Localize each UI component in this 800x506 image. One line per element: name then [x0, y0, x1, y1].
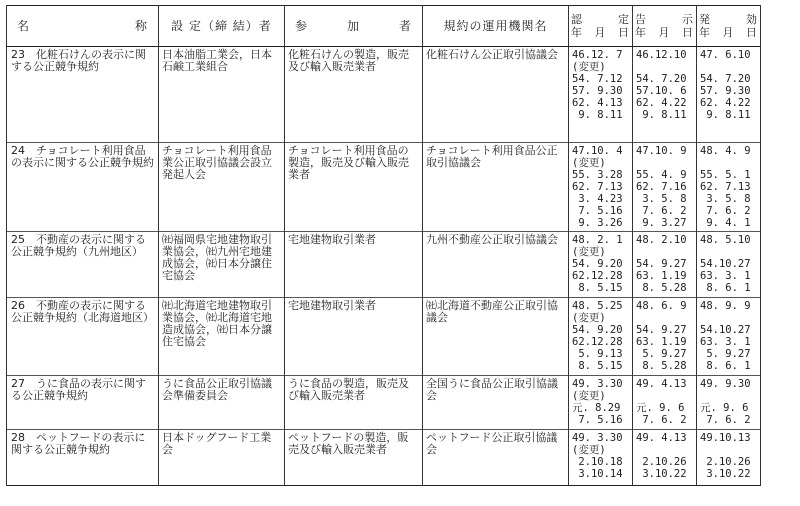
notice-date-cell [633, 143, 697, 232]
approval-date: 46.12. 7 [572, 49, 623, 61]
approval-date-cell [569, 376, 633, 430]
notice-date: 63. 1.19 [636, 336, 687, 348]
notice-date: 48. 6. 9 [636, 300, 687, 312]
notice-date-cell [633, 430, 697, 486]
effective-date-cell [697, 232, 761, 298]
effective-date: 48. 9. 9 [700, 300, 751, 312]
effective-date: 8. 6. 1 [700, 360, 751, 372]
table-row [7, 143, 761, 232]
notice-date-cell [633, 376, 697, 430]
effective-date: 3.10.22 [700, 468, 751, 480]
notice-date: 49. 4.13 [636, 378, 687, 390]
approval-date: (変更) [572, 312, 606, 324]
effective-date: 9. 8.11 [700, 109, 751, 121]
effective-date: 48. 4. 9 [700, 145, 751, 157]
approval-date: 8. 5.15 [572, 360, 623, 372]
notice-date [636, 61, 693, 73]
effective-date: 49.10.13 [700, 432, 751, 444]
effective-date: 9. 4. 1 [700, 217, 751, 229]
participants-cell: うに食品の製造，販売及び輸入販売業者 [285, 376, 423, 430]
approval-date: 54. 7.12 [572, 73, 623, 85]
approval-date: 7. 5.16 [572, 414, 623, 426]
table-header-row [7, 6, 761, 47]
notice-date-cell [633, 232, 697, 298]
notice-date: 7. 6. 2 [636, 205, 687, 217]
effective-date: 元. 9. 6 [700, 402, 749, 414]
notice-date: 62. 7.16 [636, 181, 687, 193]
notice-date [636, 390, 693, 402]
effective-date: 2.10.26 [700, 456, 751, 468]
established-by-cell: ㈳福岡県宅地建物取引業協会，㈳九州宅地建成協会，㈳日本分譲住宅協会 [159, 232, 285, 298]
regulation-table-page [6, 5, 761, 486]
notice-date: 57.10. 6 [636, 85, 687, 97]
approval-date: 62.12.28 [572, 336, 623, 348]
table-row [7, 298, 761, 376]
approval-date: 3.10.14 [572, 468, 623, 480]
approval-date: 47.10. 4 [572, 145, 623, 157]
notice-date: 9. 3.27 [636, 217, 687, 229]
approval-date: 54. 9.20 [572, 258, 623, 270]
notice-date [636, 444, 693, 456]
approval-date: 48. 2. 1 [572, 234, 623, 246]
effective-date: 54.10.27 [700, 324, 751, 336]
header-name: 名 称 [7, 6, 159, 47]
notice-date: 8. 5.28 [636, 282, 687, 294]
established-by-cell: うに食品公正取引協議会準備委員会 [159, 376, 285, 430]
approval-date: (変更) [572, 61, 606, 73]
approval-date-cell [569, 430, 633, 486]
effective-date: 48. 5.10 [700, 234, 751, 246]
header-approval-bottom: 年 月 日 [571, 26, 630, 39]
participants-cell: 宅地建物取引業者 [285, 232, 423, 298]
table-row [7, 232, 761, 298]
effective-date: 55. 5. 1 [700, 169, 751, 181]
approval-date: 49. 3.30 [572, 432, 623, 444]
effective-date: 49. 9.30 [700, 378, 751, 390]
notice-date: 3.10.22 [636, 468, 687, 480]
notice-date [636, 157, 693, 169]
header-effective [697, 6, 761, 47]
effective-date: 62. 4.22 [700, 97, 751, 109]
notice-date: 49. 4.13 [636, 432, 687, 444]
approval-date: 9. 3.26 [572, 217, 623, 229]
approval-date: 62.12.28 [572, 270, 623, 282]
participants-cell: 化粧石けんの製造，販売及び輸入販売業者 [285, 47, 423, 143]
effective-date [700, 157, 757, 169]
established-by-cell: チョコレート利用食品業公正取引協議会設立発起人会 [159, 143, 285, 232]
effective-date: 62. 7.13 [700, 181, 751, 193]
established-by-cell: 日本油脂工業会，日本石鹸工業組合 [159, 47, 285, 143]
effective-date: 7. 6. 2 [700, 205, 751, 217]
effective-date: 63. 3. 1 [700, 270, 751, 282]
notice-date: 3. 5. 8 [636, 193, 687, 205]
header-notice-bottom: 年 月 日 [635, 26, 694, 39]
established-by-cell: ㈳北海道宅地建物取引業協会，㈳北海道宅地造成協会，㈳日本分譲住宅協会 [159, 298, 285, 376]
approval-date-cell [569, 143, 633, 232]
notice-date: 54. 9.27 [636, 258, 687, 270]
effective-date [700, 312, 757, 324]
operating-org-cell: チョコレート利用食品公正取引協議会 [423, 143, 569, 232]
effective-date-cell [697, 430, 761, 486]
notice-date: 48. 2.10 [636, 234, 687, 246]
notice-date: 62. 4.22 [636, 97, 687, 109]
effective-date [700, 390, 757, 402]
effective-date: 54.10.27 [700, 258, 751, 270]
approval-date: 49. 3.30 [572, 378, 623, 390]
notice-date: 54. 9.27 [636, 324, 687, 336]
participants-cell: ペットフードの製造，販売及び輸入販売業者 [285, 430, 423, 486]
notice-date: 46.12.10 [636, 49, 687, 61]
notice-date [636, 312, 693, 324]
approval-date-cell [569, 298, 633, 376]
approval-date: 62. 4.13 [572, 97, 623, 109]
approval-date: 3. 4.23 [572, 193, 623, 205]
notice-date: 9. 8.11 [636, 109, 687, 121]
header-operating-org: 規約の運用機関名 [423, 6, 569, 47]
notice-date: 55. 4. 9 [636, 169, 687, 181]
table-row [7, 376, 761, 430]
header-effective-bottom: 年 月 日 [699, 26, 758, 39]
header-approval [569, 6, 633, 47]
approval-date: 62. 7.13 [572, 181, 623, 193]
header-participants: 参 加 者 [285, 6, 423, 47]
table-body [7, 47, 761, 486]
effective-date: 57. 9.30 [700, 85, 751, 97]
notice-date: 63. 1.19 [636, 270, 687, 282]
effective-date-cell [697, 376, 761, 430]
approval-date: 55. 3.28 [572, 169, 623, 181]
rule-name-cell: 23 化粧石けんの表示に関する公正競争規約 [7, 47, 159, 143]
approval-date-cell [569, 232, 633, 298]
approval-date: (変更) [572, 444, 606, 456]
header-notice-top: 告 示 [635, 13, 694, 26]
table-row [7, 430, 761, 486]
rule-name-cell: 26 不動産の表示に関する公正競争規約（北海道地区） [7, 298, 159, 376]
header-notice [633, 6, 697, 47]
participants-cell: チョコレート利用食品の製造，販売及び輸入販売業者 [285, 143, 423, 232]
operating-org-cell: 九州不動産公正取引協議会 [423, 232, 569, 298]
approval-date-cell [569, 47, 633, 143]
table-row [7, 47, 761, 143]
notice-date: 2.10.26 [636, 456, 687, 468]
approval-date: (変更) [572, 390, 606, 402]
participants-cell: 宅地建物取引業者 [285, 298, 423, 376]
effective-date: 47. 6.10 [700, 49, 751, 61]
rule-name-cell: 25 不動産の表示に関する公正競争規約（九州地区） [7, 232, 159, 298]
effective-date-cell [697, 143, 761, 232]
effective-date [700, 444, 757, 456]
approval-date: 54. 9.20 [572, 324, 623, 336]
effective-date-cell [697, 298, 761, 376]
effective-date: 5. 9.27 [700, 348, 751, 360]
effective-date: 7. 6. 2 [700, 414, 751, 426]
notice-date [636, 246, 693, 258]
rule-name-cell: 28 ペットフードの表示に関する公正競争規約 [7, 430, 159, 486]
approval-date: (変更) [572, 246, 606, 258]
notice-date: 47.10. 9 [636, 145, 687, 157]
approval-date: (変更) [572, 157, 606, 169]
notice-date: 7. 6. 2 [636, 414, 687, 426]
approval-date: 2.10.18 [572, 456, 623, 468]
effective-date: 54. 7.20 [700, 73, 751, 85]
approval-date: 5. 9.13 [572, 348, 623, 360]
established-by-cell: 日本ドッグフード工業会 [159, 430, 285, 486]
approval-date: 8. 5.15 [572, 282, 623, 294]
operating-org-cell: ペットフード公正取引協議会 [423, 430, 569, 486]
header-approval-top: 認 定 [571, 13, 630, 26]
header-established: 設 定（締 結）者 [159, 6, 285, 47]
notice-date: 5. 9.27 [636, 348, 687, 360]
operating-org-cell: 化粧石けん公正取引協議会 [423, 47, 569, 143]
notice-date-cell [633, 298, 697, 376]
approval-date: 57. 9.30 [572, 85, 623, 97]
operating-org-cell: ㈳北海道不動産公正取引協議会 [423, 298, 569, 376]
approval-date: 7. 5.16 [572, 205, 623, 217]
effective-date [700, 61, 757, 73]
rule-name-cell: 24 チョコレート利用食品の表示に関する公正競争規約 [7, 143, 159, 232]
approval-date: 9. 8.11 [572, 109, 623, 121]
effective-date: 63. 3. 1 [700, 336, 751, 348]
operating-org-cell: 全国うに食品公正取引協議会 [423, 376, 569, 430]
notice-date: 54. 7.20 [636, 73, 687, 85]
header-effective-top: 発 効 [699, 13, 758, 26]
notice-date-cell [633, 47, 697, 143]
effective-date-cell [697, 47, 761, 143]
notice-date: 8. 5.28 [636, 360, 687, 372]
effective-date: 3. 5. 8 [700, 193, 751, 205]
fair-competition-rules-table [6, 5, 761, 486]
notice-date: 元. 9. 6 [636, 402, 685, 414]
approval-date: 48. 5.25 [572, 300, 623, 312]
approval-date: 元. 8.29 [572, 402, 621, 414]
effective-date: 8. 6. 1 [700, 282, 751, 294]
effective-date [700, 246, 757, 258]
rule-name-cell: 27 うに食品の表示に関する公正競争規約 [7, 376, 159, 430]
